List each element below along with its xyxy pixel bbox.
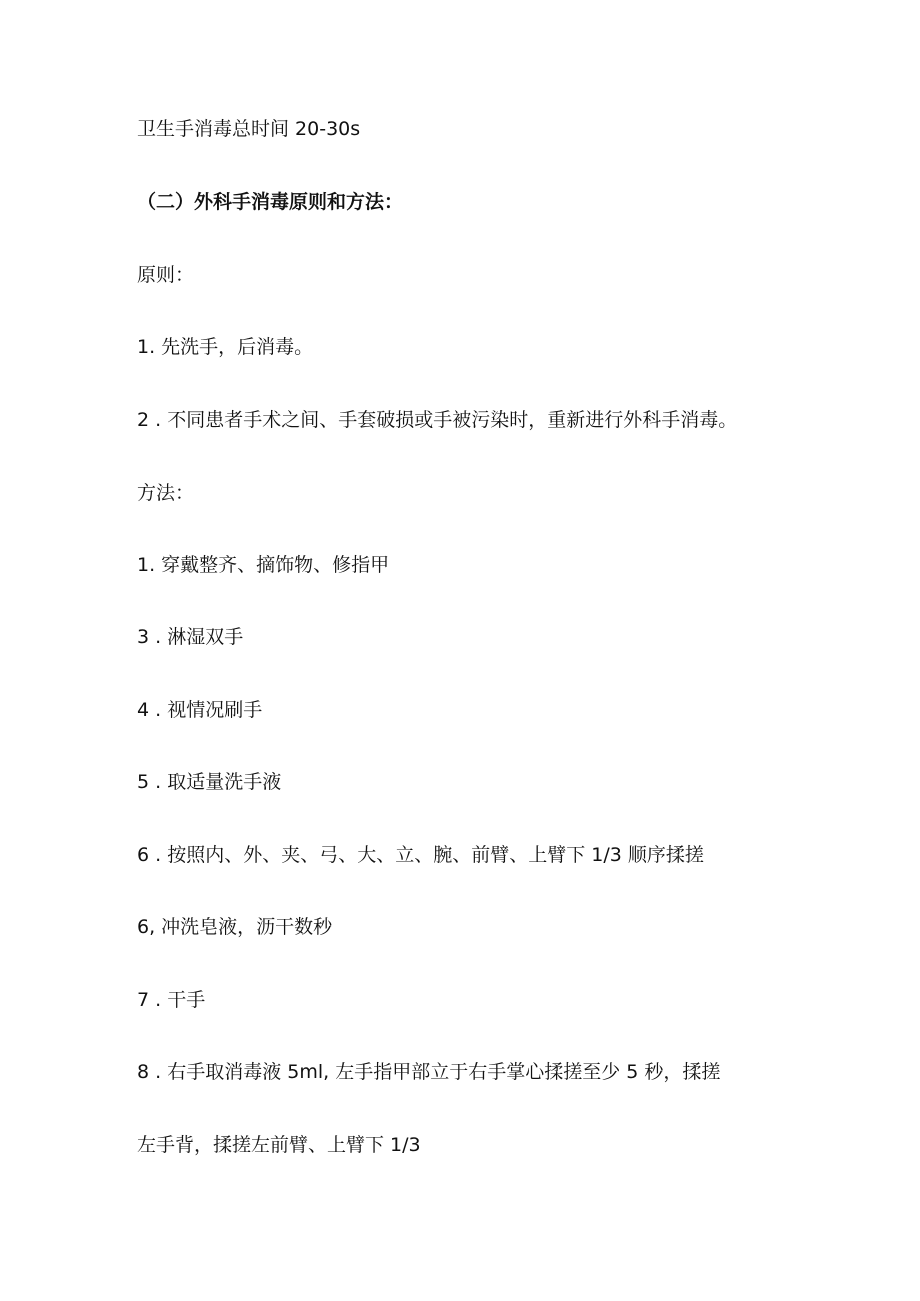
method-item-3: 3 . 淋湿双手	[137, 626, 244, 648]
total-time-line: 卫生手消毒总时间 20-30s	[137, 118, 361, 140]
method-item-4: 4 . 视情况刷手	[137, 699, 263, 721]
method-item-7: 7 . 干手	[137, 989, 206, 1011]
method-item-6: 6 . 按照内、外、夹、弓、大、立、腕、前臂、上臂下 1/3 顺序揉搓	[137, 844, 704, 866]
principle-item-1: 1. 先洗手，后消毒。	[137, 336, 314, 358]
methods-label: 方法：	[137, 482, 195, 504]
method-item-8-continued: 左手背，揉搓左前臂、上臂下 1/3	[137, 1134, 421, 1156]
method-item-8: 8 . 右手取消毒液 5ml, 左手指甲部立于右手掌心揉搓至少 5 秒，揉搓	[137, 1061, 721, 1083]
principle-item-2: 2 . 不同患者手术之间、手套破损或手被污染时，重新进行外科手消毒。	[137, 409, 738, 431]
principles-label: 原则：	[137, 264, 195, 286]
method-item-6b: 6, 冲洗皂液，沥干数秒	[137, 916, 333, 938]
method-item-1: 1. 穿戴整齐、摘饰物、修指甲	[137, 554, 390, 576]
section-heading: （二）外科手消毒原则和方法：	[137, 191, 404, 213]
method-item-5: 5 . 取适量洗手液	[137, 771, 282, 793]
